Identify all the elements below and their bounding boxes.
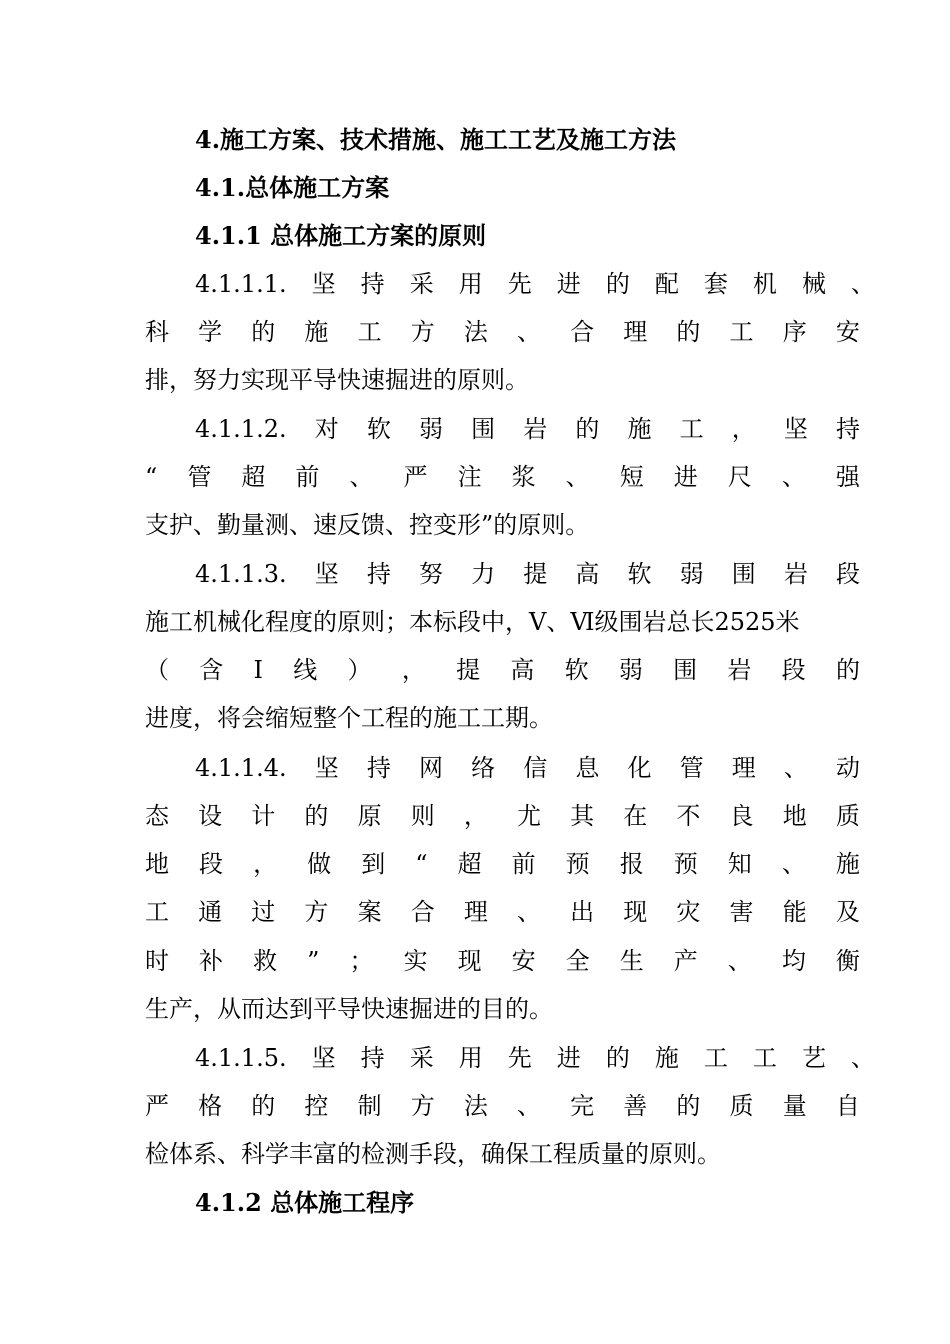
text-segment: 完 (570, 1092, 595, 1120)
text-segment: 的 (605, 270, 630, 298)
text-segment: 围 (673, 656, 698, 684)
text-segment: 补 (199, 947, 224, 975)
text-segment: 计 (251, 802, 276, 830)
text-segment: （ (145, 656, 169, 684)
text-segment: 持 (835, 415, 860, 443)
text-segment: 理 (623, 318, 648, 346)
text-segment: 地 (782, 802, 807, 830)
text-segment: 地 (145, 850, 169, 878)
text-segment: 尺 (727, 463, 752, 491)
heading-4-1-1: 4.1.1 总体施工方案的原则 (195, 221, 487, 250)
text-segment: 方 (304, 898, 329, 926)
text-segment: 机 (752, 270, 777, 298)
text-segment: 施 (835, 850, 860, 878)
text-segment: 管 (187, 463, 212, 491)
text-segment: 工 (679, 415, 704, 443)
text-segment: 围 (731, 560, 756, 588)
text-segment: 软 (366, 415, 391, 443)
text-segment: 含 (199, 656, 224, 684)
text-segment: 原 (357, 802, 382, 830)
text-segment: 采 (409, 270, 434, 298)
text-segment: Ⅰ (253, 656, 264, 684)
p4-line6: 生产，从而达到平导快速掘进的目的。 (145, 995, 553, 1023)
text-segment: ， (401, 656, 426, 684)
text-segment: 段 (199, 850, 224, 878)
text-segment: 络 (471, 754, 496, 782)
text-segment: 围 (471, 415, 496, 443)
heading-4-1-2: 4.1.2 总体施工程序 (195, 1188, 415, 1217)
p1-line2 (145, 317, 860, 347)
text-segment: 良 (729, 802, 754, 830)
text-segment: 质 (729, 1092, 754, 1120)
text-segment: 产 (673, 947, 698, 975)
text-segment: 序 (782, 318, 807, 346)
text-segment: 弱 (418, 415, 443, 443)
text-segment: 则 (410, 802, 435, 830)
text-segment: 制 (357, 1092, 382, 1120)
text-segment: 安 (835, 318, 860, 346)
p4-line3 (145, 849, 860, 879)
text-segment: 的 (304, 802, 329, 830)
text-segment: ， (463, 802, 488, 830)
text-segment: 前 (295, 463, 320, 491)
text-segment: 、 (516, 318, 541, 346)
text-segment: 力 (471, 560, 496, 588)
text-segment: 尤 (516, 802, 541, 830)
text-segment: 进 (556, 1044, 581, 1072)
text-segment: 善 (623, 1092, 648, 1120)
text-segment: 工 (145, 898, 169, 926)
text-segment: 理 (731, 754, 756, 782)
text-segment: 坚 (311, 1044, 336, 1072)
text-segment: 动 (835, 754, 860, 782)
text-segment: 坚 (783, 415, 808, 443)
text-segment: 预 (673, 850, 698, 878)
text-segment: 的 (251, 1092, 276, 1120)
text-segment: 、 (516, 898, 541, 926)
text-segment: 4.1.1.3. (195, 560, 287, 588)
text-segment: ， (731, 415, 756, 443)
p2-line3: 支护、勤量测、速反馈、控变形”的原则。 (145, 511, 590, 539)
p4-line4 (145, 897, 860, 927)
text-segment: 工 (729, 318, 754, 346)
text-segment: 能 (782, 898, 807, 926)
text-segment: 、 (781, 850, 806, 878)
text-segment: 先 (507, 270, 532, 298)
text-segment: 生 (619, 947, 644, 975)
text-segment: 施 (654, 1044, 679, 1072)
text-segment: 方 (410, 1092, 435, 1120)
text-segment: 法 (463, 318, 488, 346)
p5-line2 (145, 1091, 860, 1121)
text-segment: 、 (349, 463, 374, 491)
text-segment: 、 (516, 1092, 541, 1120)
p1-line1 (195, 269, 875, 299)
text-segment: 害 (729, 898, 754, 926)
text-segment: 弱 (679, 560, 704, 588)
text-segment: 学 (198, 318, 223, 346)
text-segment: 线 (293, 656, 318, 684)
text-segment: 岩 (523, 415, 548, 443)
text-segment: ） (347, 656, 372, 684)
text-segment: 用 (458, 270, 483, 298)
text-segment: 及 (835, 898, 860, 926)
text-segment: 持 (360, 1044, 385, 1072)
p4-line2 (145, 801, 860, 831)
text-segment: 做 (307, 850, 332, 878)
text-segment: 、 (727, 947, 752, 975)
text-segment: 工 (752, 1044, 777, 1072)
text-segment: 持 (366, 754, 391, 782)
text-segment: 、 (783, 754, 808, 782)
text-segment: 通 (198, 898, 223, 926)
text-segment: 量 (782, 1092, 807, 1120)
text-segment: 强 (835, 463, 860, 491)
text-segment: “ (415, 850, 428, 878)
p4-line5 (145, 946, 860, 976)
text-segment: 自 (835, 1092, 860, 1120)
text-segment: 对 (314, 415, 339, 443)
p3-line4: 进度，将会缩短整个工程的施工工期。 (145, 704, 553, 732)
text-segment: 知 (727, 850, 752, 878)
text-segment: 的 (605, 1044, 630, 1072)
text-segment: 提 (523, 560, 548, 588)
text-segment: 高 (575, 560, 600, 588)
text-segment: 息 (575, 754, 600, 782)
text-segment: 全 (565, 947, 590, 975)
text-segment: “ (145, 463, 158, 491)
text-segment: 弱 (618, 656, 643, 684)
text-segment: 预 (565, 850, 590, 878)
text-segment: 用 (458, 1044, 483, 1072)
text-segment: 超 (241, 463, 266, 491)
text-segment: 进 (673, 463, 698, 491)
text-segment: 实 (403, 947, 428, 975)
text-segment: 时 (145, 947, 169, 975)
text-segment: 到 (361, 850, 386, 878)
text-segment: 控 (304, 1092, 329, 1120)
heading-4-1: 4.1.总体施工方案 (195, 173, 390, 202)
text-segment: 格 (198, 1092, 223, 1120)
text-segment: 理 (463, 898, 488, 926)
text-segment: 衡 (835, 947, 860, 975)
heading-4: 4.施工方案、技术措施、施工工艺及施工方法 (195, 125, 677, 154)
text-segment: 4.1.1.2. (195, 415, 287, 443)
text-segment: 合 (410, 898, 435, 926)
text-segment: 科 (145, 318, 169, 346)
p2-line1 (195, 414, 860, 444)
text-segment: 方 (410, 318, 435, 346)
text-segment: 网 (418, 754, 443, 782)
text-segment: 高 (510, 656, 535, 684)
text-segment: 持 (366, 560, 391, 588)
text-segment: 努 (418, 560, 443, 588)
text-segment: 施 (304, 318, 329, 346)
text-segment: 坚 (314, 560, 339, 588)
p3-line3 (145, 655, 860, 685)
text-segment: 救 (253, 947, 278, 975)
text-segment: 采 (409, 1044, 434, 1072)
text-segment: 械 (801, 270, 826, 298)
text-segment: 岩 (783, 560, 808, 588)
text-segment: 坚 (311, 270, 336, 298)
text-segment: 其 (570, 802, 595, 830)
p3-line2: 施工机械化程度的原则；本标段中，Ⅴ、Ⅵ级围岩总长2525米 (145, 608, 800, 636)
text-segment: 配 (654, 270, 679, 298)
text-segment: 法 (463, 1092, 488, 1120)
text-segment: 、 (565, 463, 590, 491)
text-segment: 4.1.1.4. (195, 754, 287, 782)
text-segment: ” (307, 947, 320, 975)
text-segment: 的 (676, 1092, 701, 1120)
text-segment: 软 (627, 560, 652, 588)
text-segment: 现 (623, 898, 648, 926)
text-segment: 现 (457, 947, 482, 975)
text-segment: 过 (251, 898, 276, 926)
text-segment: 的 (676, 318, 701, 346)
text-segment: 设 (198, 802, 223, 830)
p5-line1 (195, 1043, 875, 1073)
text-segment: 套 (703, 270, 728, 298)
text-segment: 出 (570, 898, 595, 926)
text-segment: 严 (403, 463, 428, 491)
text-segment: 管 (679, 754, 704, 782)
text-segment: 的 (575, 415, 600, 443)
text-segment: 短 (619, 463, 644, 491)
text-segment: 注 (457, 463, 482, 491)
text-segment: 工 (703, 1044, 728, 1072)
text-segment: 前 (511, 850, 536, 878)
text-segment: 持 (360, 270, 385, 298)
text-segment: 、 (850, 1044, 875, 1072)
text-segment: 施 (627, 415, 652, 443)
text-segment: 4.1.1.1. (195, 270, 287, 298)
text-segment: 态 (145, 802, 169, 830)
text-segment: 案 (357, 898, 382, 926)
p4-line1 (195, 753, 860, 783)
p1-line3: 排，努力实现平导快速掘进的原则。 (145, 366, 529, 394)
text-segment: 工 (357, 318, 382, 346)
text-segment: 的 (251, 318, 276, 346)
text-segment: 进 (556, 270, 581, 298)
text-segment: 不 (676, 802, 701, 830)
text-segment: 质 (835, 802, 860, 830)
text-segment: 艺 (801, 1044, 826, 1072)
p2-line2 (145, 462, 860, 492)
text-segment: 均 (781, 947, 806, 975)
text-segment: 先 (507, 1044, 532, 1072)
text-segment: 合 (570, 318, 595, 346)
text-segment: 软 (564, 656, 589, 684)
text-segment: 化 (627, 754, 652, 782)
text-segment: 安 (511, 947, 536, 975)
p5-line3: 检体系、科学丰富的检测手段，确保工程质量的原则。 (145, 1140, 721, 1168)
text-segment: 、 (781, 463, 806, 491)
text-segment: 严 (145, 1092, 169, 1120)
text-segment: 4.1.1.5. (195, 1044, 287, 1072)
text-segment: 灾 (676, 898, 701, 926)
text-segment: 信 (523, 754, 548, 782)
text-segment: 岩 (727, 656, 752, 684)
text-segment: 在 (623, 802, 648, 830)
text-segment: ； (349, 947, 374, 975)
text-segment: 段 (781, 656, 806, 684)
text-segment: 的 (835, 656, 860, 684)
text-segment: 报 (619, 850, 644, 878)
text-segment: 、 (850, 270, 875, 298)
text-segment: 提 (456, 656, 481, 684)
text-segment: 超 (457, 850, 482, 878)
text-segment: 段 (835, 560, 860, 588)
text-segment: 浆 (511, 463, 536, 491)
text-segment: ， (253, 850, 278, 878)
text-segment: 坚 (314, 754, 339, 782)
p3-line1 (195, 559, 860, 589)
